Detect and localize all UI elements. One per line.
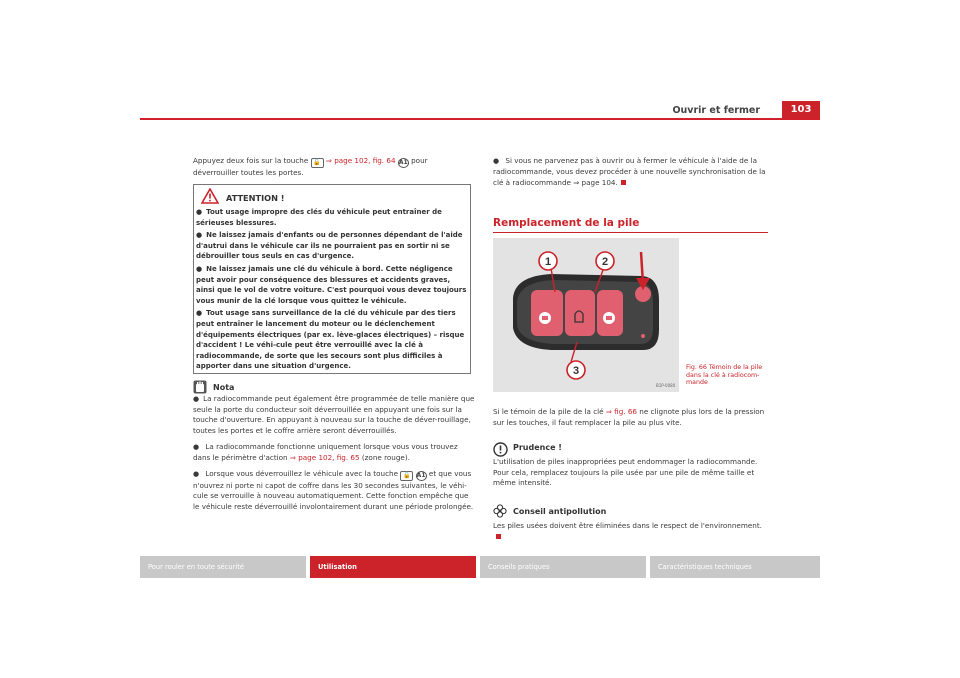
note-item-3 [193, 469, 475, 513]
battery-paragraph [493, 407, 769, 429]
remote-key-illustration [493, 238, 679, 392]
left-intro [193, 156, 475, 184]
intro-text-1: Appuyez deux fois sur la touche [193, 156, 309, 165]
section-rule [493, 232, 768, 233]
note-item-2-text: La radiocommande fonctionne uniquement lorsque vous vous trouvez dans le périmètre d'action [193, 441, 458, 462]
footer-tab-tips[interactable]: Conseils pratiques [480, 556, 646, 578]
note-item-1: ● La radiocommande peut également être programmée de telle manière que seule la porte du conducteur soit déverrouillée en appuyant une fois sur la touche d'ouverture. En appuyant à nouveau sur la touche de déver-rouillage, toutes les portes et le coffre arrière seront déverrouillés. [193, 394, 475, 437]
battery-text-1: Si le témoin de la pile de la clé [493, 407, 604, 416]
intro-text-2: pour déverrouiller toutes les portes. [193, 156, 428, 177]
battery-text-2: ne clignote plus lors de la pression sur les touches, il faut remplacer la pile au plus vite. [493, 407, 765, 427]
callout-ref: A1 [416, 471, 426, 479]
end-mark [621, 180, 626, 185]
unlock-key-icon: 🔓 [400, 471, 413, 481]
figure-callout-3: 3 [572, 365, 580, 377]
section-title: Remplacement de la pile [493, 217, 640, 229]
footer-tab-safety[interactable]: Pour rouler en toute sécurité [140, 556, 306, 578]
warning-triangle-icon [201, 188, 219, 204]
header-rule [140, 118, 820, 120]
caution-text: L'utilisation de piles inappropriées peut endommager la radiocommande. Pour cela, remplacez toujours la pile usée par une pile de même taille et même intensité. [493, 456, 758, 488]
note-icon [193, 380, 207, 394]
warning-item: ● Ne laissez jamais une clé du véhicule à bord. Cette négligence peut avoir pour conséquence des blessures et accidents graves, ainsi que le vol de votre voiture. C'est pourquoi vous devez toujours vous munir de la clé lorsque vous quittez le véhicule. [196, 264, 468, 306]
caution-icon [493, 442, 508, 457]
right-intro [493, 156, 769, 193]
note-item-2-end: (zone rouge). [361, 452, 410, 462]
note-item-3-end: et que vous n'ouvrez ni porte ni capot de coffre dans les 30 secondes suivantes, le véhi-cule se verrouille à nouveau automatiquement. Cette fonction empêche que le véhicule reste déverrouillé involontairement durant une période prolongée. [193, 468, 474, 512]
environment-title: Conseil antipollution [513, 507, 607, 516]
flower-icon [493, 504, 507, 518]
right-body [493, 407, 769, 434]
environment-paragraph [493, 521, 769, 543]
resync-bullet [493, 156, 769, 188]
battery-link-fig66[interactable]: ⇒ fig. 66 [605, 407, 637, 416]
environment-text: Les piles usées doivent être éliminées dans le respect de l'environnement. [493, 520, 762, 530]
intro-link[interactable]: ⇒ page 102, fig. 64 [325, 156, 396, 165]
note-item-2 [193, 442, 475, 464]
caution-section [493, 443, 769, 494]
footer-tab-specs[interactable]: Caractéristiques techniques [650, 556, 820, 578]
warning-box [193, 184, 471, 374]
page-number: 103 [782, 101, 820, 119]
warning-item: ● Ne laissez jamais d'enfants ou de personnes dépendant de l'aide d'autrui dans le véhicule car ils ne pourraient pas en sortir ni se débrouiller tous seuls en cas d'urgence. [196, 230, 468, 262]
warning-item: ● Tout usage sans surveillance de la clé du véhicule par des tiers peut entraîner le lancement du moteur ou le déclenchement d'équipements électriques (par ex. lève-glaces électriques) – risque d'accident ! Le véhi-cule peut être verrouillé avec la clé à radiocommande, de sorte que les secours sont plus difficiles à apporter dans une situation d'urgence. [196, 308, 468, 372]
end-mark [496, 534, 501, 539]
resync-text: Si vous ne parvenez pas à ouvrir ou à fermer le véhicule à l'aide de la radiocommande, vous devez procéder à une nouvelle synchronisation de la clé à radiocommande ⇒ page 104. [493, 156, 766, 187]
footer-tab-usage[interactable]: Utilisation [310, 556, 476, 578]
key-figure [493, 238, 679, 392]
warning-title: ATTENTION ! [226, 193, 285, 203]
note-link-fig65[interactable]: ⇒ page 102, fig. 65 [289, 452, 360, 462]
callout-ref: A1 [398, 159, 408, 166]
caution-title: Prudence ! [513, 443, 562, 452]
unlock-key-icon: 🔓 [311, 158, 324, 168]
figure-caption: Fig. 66 Témoin de la pile dans la clé à radiocom-mande [686, 364, 763, 387]
page-title: Ouvrir et fermer [672, 105, 760, 116]
note-title: Nota [213, 383, 235, 392]
environment-section [493, 507, 769, 547]
warning-item: ● Tout usage impropre des clés du véhicule peut entraîner de sérieuses blessures. [196, 207, 468, 228]
note-section [193, 383, 475, 518]
figure-code: B1P-0080 [656, 383, 676, 388]
figure-callout-1: 1 [544, 256, 552, 268]
figure-callout-2: 2 [601, 256, 609, 268]
note-item-3-text: Lorsque vous déverrouillez le véhicule avec la touche [205, 468, 398, 478]
